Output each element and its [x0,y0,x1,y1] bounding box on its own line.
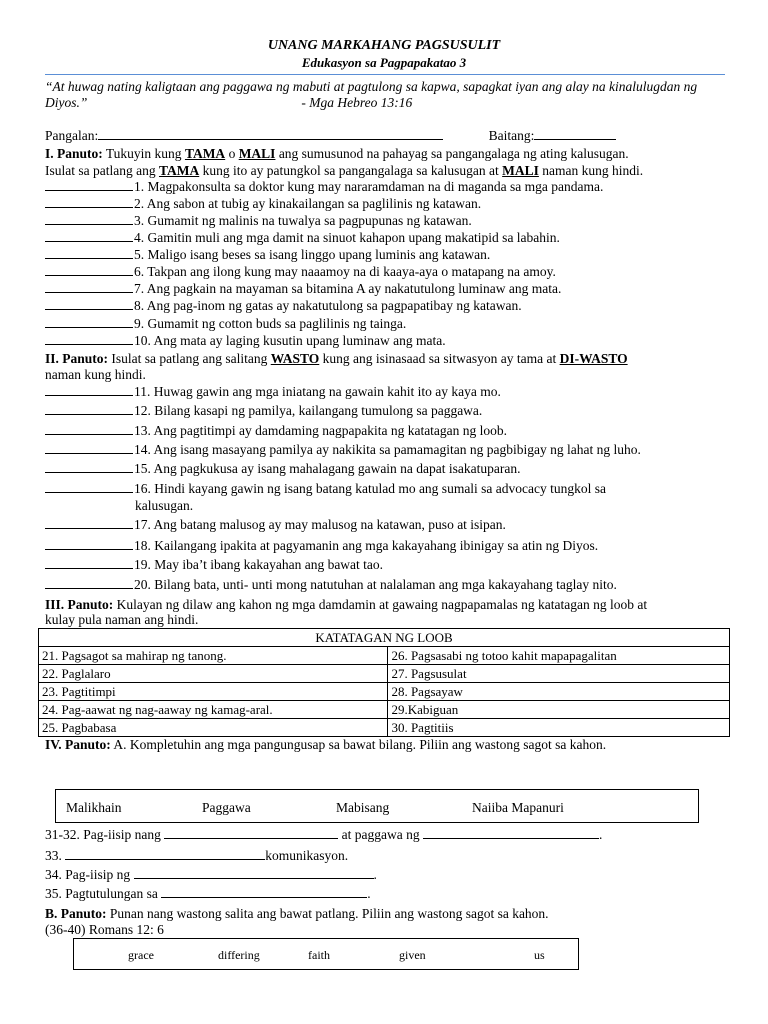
answer-blank[interactable] [45,460,133,473]
question-text: 9. Gumamit ng cotton buds sa paglilinis ng tainga. [134,316,407,331]
instr-text: naman kung hindi. [542,163,644,178]
part2-instruction [45,350,725,367]
table-cell[interactable]: 22. Paglalaro [39,665,388,683]
table-header: KATATAGAN NG LOOB [39,629,730,647]
answer-blank[interactable] [45,480,133,493]
period: . [367,886,371,901]
keyword-mali: MALI [502,163,539,178]
question-text: 18. Kailangang ipakita at pagyamanin ang mga kakayahang ibinigay sa atin ng Diyos. [134,538,599,553]
choice-word: Paggawa [202,800,251,815]
answer-blank[interactable] [45,178,133,191]
choice-word: grace [128,948,154,962]
part3-label: III. Panuto: [45,597,114,612]
choice-word: faith [308,948,330,962]
question-row [45,195,725,212]
question-row [45,280,725,297]
question-row [45,556,725,573]
keyword-wasto: WASTO [270,351,320,366]
part4-instruction [45,736,725,753]
part2-instruction-2: naman kung hindi. [45,367,146,382]
question-text: komunikasyon. [265,848,349,863]
answer-blank[interactable] [45,576,133,589]
period: . [373,867,377,882]
question-text: 31-32. Pag-iisip nang [45,827,161,842]
choice-word: Malikhain [66,800,122,815]
instr-text: Isulat sa patlang ang [45,163,156,178]
question-text: 2. Ang sabon at tubig ay kinakailangan sa paglilinis ng katawan. [134,196,482,211]
choice-word: given [399,948,426,962]
table-cell[interactable]: 23. Pagtitimpi [39,683,388,701]
word-choice-box [55,789,699,823]
answer-blank[interactable] [164,826,338,839]
question-text: 33. [45,848,62,863]
question-text: 10. Ang mata ay laging kusutin upang luminaw ang mata. [134,333,446,348]
part4-label: IV. Panuto: [45,737,111,752]
question-row [45,246,725,263]
question-row [45,297,725,314]
choice-word: differing [218,948,260,962]
question-text: 20. Bilang bata, unti- unti mong natutuhan at nalalaman ang mga kakayahang taglay nito. [134,577,617,592]
table-cell[interactable]: 26. Pagsasabi ng totoo kahit mapapagalitan [388,647,730,665]
table-cell[interactable]: 30. Pagtitiis [388,719,730,737]
verse-reference: (36-40) Romans 12: 6 [45,922,164,937]
question-text: 5. Maligo isang beses sa isang linggo upang luminis ang katawan. [134,247,491,262]
answer-blank[interactable] [65,847,265,860]
table-cell[interactable]: 29.Kabiguan [388,701,730,719]
question-text: 16. Hindi kayang gawin ng isang batang katulad mo ang sumali sa advocacy tungkol sa [134,481,607,496]
instr-text: kung ito ay patungkol sa pangangalaga sa kalusugan at [202,163,499,178]
quote-reference: - Mga Hebreo 13:16 [301,95,413,110]
question-row [45,212,725,229]
question-row [45,178,725,195]
header-divider [45,74,725,75]
keyword-tama: TAMA [184,146,226,161]
question-text: 1. Magpakonsulta sa doktor kung may nararamdaman na di maganda sa mga pandama. [134,179,604,194]
answer-blank[interactable] [45,263,133,276]
period: . [598,827,603,842]
student-info-row [45,127,725,144]
question-row [45,441,725,458]
question-row [45,332,725,349]
verse-word-box [73,938,579,970]
keyword-tama: TAMA [158,163,200,178]
answer-blank[interactable] [45,229,133,242]
question-text: 17. Ang batang malusog ay may malusog na katawan, puso at isipan. [134,517,506,532]
answer-blank[interactable] [45,556,133,569]
question-text: 4. Gamitin muli ang mga damit na sinuot kahapon upang makatipid sa labahin. [134,230,560,245]
question-row [45,576,725,593]
instr-text: A. Kompletuhin ang mga pangungusap sa bawat bilang. Piliin ang wastong sagot sa kahon. [113,737,607,752]
answer-blank[interactable] [45,280,133,293]
question-text: 6. Takpan ang ilong kung may naaamoy na di kaaya-aya o matapang na amoy. [134,264,556,279]
question-row [45,263,725,280]
choice-word: Naiiba Mapanuri [472,800,564,815]
exam-title: UNANG MARKAHANG PAGSUSULIT [267,38,501,53]
answer-blank[interactable] [161,885,367,898]
katatagan-table [38,628,730,737]
question-text: kalusugan. [135,498,194,513]
question-33 [45,847,725,864]
instr-text: Isulat sa patlang ang salitang [111,351,268,366]
answer-blank[interactable] [45,441,133,454]
table-cell[interactable]: 21. Pagsagot sa mahirap ng tanong. [39,647,388,665]
instr-text: Kulayan ng dilaw ang kahon ng mga damdamin at gawaing nagpapamalas ng katatagan ng loob at [116,597,648,612]
question-continuation [45,497,725,514]
answer-blank[interactable] [45,422,133,435]
choice-word: Mabisang [336,800,390,815]
question-35 [45,885,725,902]
name-field[interactable] [98,127,443,140]
answer-blank[interactable] [45,516,133,529]
answer-blank[interactable] [45,332,133,345]
table-cell[interactable]: 25. Pagbabasa [39,719,388,737]
question-text: 34. Pag-iisip ng [45,867,131,882]
answer-blank[interactable] [423,826,599,839]
grade-field[interactable] [534,127,616,140]
question-text: 35. Pagtutulungan sa [45,886,158,901]
instr-text: kung ang isinasaad sa sitwasyon ay tama at [322,351,557,366]
part2-label: II. Panuto: [45,351,109,366]
question-text: 13. Ang pagtitimpi ay damdaming nagpapakita ng katatagan ng loob. [134,423,508,438]
table-cell[interactable]: 28. Pagsayaw [388,683,730,701]
question-31-32 [45,826,725,843]
answer-blank[interactable] [45,195,133,208]
question-text: at paggawa ng [341,827,420,842]
answer-blank[interactable] [45,537,133,550]
grade-label: Baitang: [488,128,535,143]
instr-text: Punan nang wastong salita ang bawat patlang. Piliin ang wastong sagot sa kahon. [109,906,549,921]
part3-instruction-2: kulay pula naman ang hindi. [45,612,199,627]
question-row [45,315,725,332]
question-text: 15. Ang pagkukusa ay isang mahalagang gawain na dapat isakatuparan. [134,461,521,476]
question-row [45,229,725,246]
question-row [45,516,725,533]
question-text: 3. Gumamit ng malinis na tuwalya sa pagpupunas ng katawan. [134,213,472,228]
part4b-instruction [45,905,725,922]
question-text: 11. Huwag gawin ang mga iniatang na gawain kahit ito ay kaya mo. [134,384,501,399]
table-cell[interactable]: 24. Pag-aawat ng nag-aaway ng kamag-aral. [39,701,388,719]
question-row [45,402,725,419]
answer-blank[interactable] [45,402,133,415]
exam-subtitle: Edukasyon sa Pagpapakatao 3 [301,55,467,70]
part1-label: I. Panuto: [45,146,103,161]
answer-blank[interactable] [45,246,133,259]
keyword-mali: MALI [238,146,276,161]
instr-text: ang sumusunod na pahayag sa pangangalaga ng ating kalusugan. [278,146,629,161]
question-row [45,422,725,439]
answer-blank[interactable] [45,297,133,310]
part1-instruction-2 [45,162,725,179]
question-row [45,460,725,477]
instr-text: o [228,146,236,161]
question-34 [45,866,725,883]
answer-blank[interactable] [134,866,374,879]
answer-blank[interactable] [45,212,133,225]
choice-word: us [534,948,545,962]
bible-quote [45,79,725,111]
question-row [45,480,725,497]
name-label: Pangalan: [45,128,99,143]
question-text: 7. Ang pagkain na mayaman sa bitamina A ay nakatutulong luminaw ang mata. [134,281,562,296]
instr-text: Tukuyin kung [105,146,182,161]
table-cell[interactable]: 27. Pagsusulat [388,665,730,683]
question-text: 19. May iba’t ibang kakayahan ang bawat tao. [134,557,384,572]
question-text: 12. Bilang kasapi ng pamilya, kailangang tumulong sa paggawa. [134,403,483,418]
answer-blank[interactable] [45,315,133,328]
quote-text: “At huwag nating kaligtaan ang paggawa ng mabuti at pagtulong sa kapwa, sapagkat iyan ang alay na kinalulugdan ng Diyos.” [45,79,698,110]
keyword-di-wasto: DI-WASTO [559,351,628,366]
answer-blank[interactable] [45,383,133,396]
question-text: 14. Ang isang masayang pamilya ay nakikita sa pamamagitan ng pagbibigay ng lahat ng luho. [134,442,641,457]
question-row [45,537,725,554]
part1-instruction [45,145,725,162]
question-row [45,383,725,400]
partb-label: B. Panuto: [45,906,107,921]
question-text: 8. Ang pag-inom ng gatas ay nakatutulong sa pagpapatibay ng katawan. [134,298,522,313]
